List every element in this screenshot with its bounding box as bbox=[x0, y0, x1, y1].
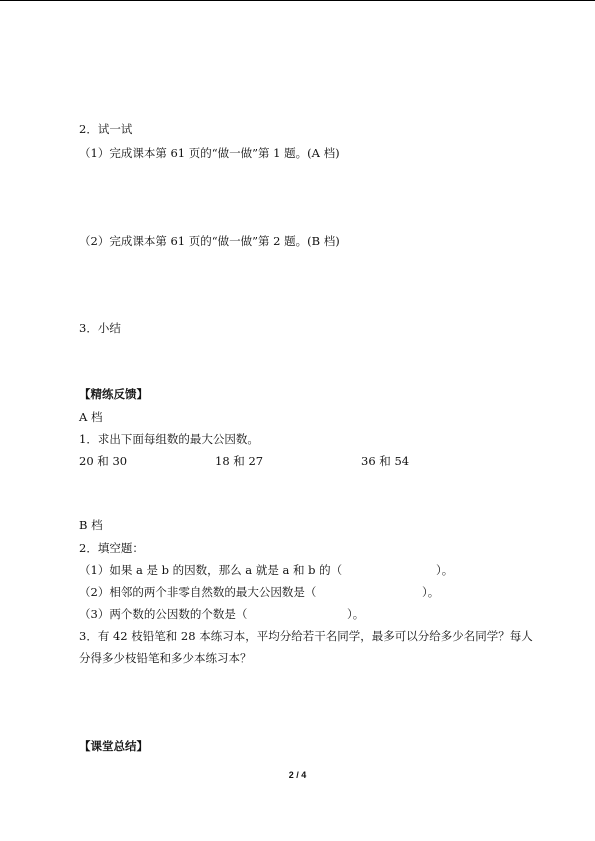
fill-item-3-close: ）。 bbox=[347, 607, 365, 621]
level-b-label: B 档 bbox=[79, 518, 103, 532]
a-question-1: 1．求出下面每组数的最大公因数。 bbox=[79, 432, 259, 446]
b-question-2: 2．填空题： bbox=[79, 541, 144, 555]
class-summary-heading: 【课堂总结】 bbox=[79, 739, 148, 753]
summary-heading: 3．小结 bbox=[79, 321, 121, 335]
try-heading: 2．试一试 bbox=[79, 122, 133, 136]
level-a-label: A 档 bbox=[79, 410, 103, 424]
question-3-line-2: 分得多少枝铅笔和多少本练习本？ bbox=[79, 651, 252, 665]
page-number: 2 / 4 bbox=[288, 770, 307, 780]
fill-item-2-close: ）。 bbox=[422, 585, 440, 599]
fill-item-1: （1）如果 a 是 b 的因数，那么 a 就是 a 和 b 的（ bbox=[79, 563, 343, 577]
feedback-heading: 【精练反馈】 bbox=[79, 387, 148, 401]
try-question-2: （2）完成课本第 61 页的“做一做”第 2 题。(B 档) bbox=[79, 234, 340, 248]
fill-item-1-close: ）。 bbox=[436, 563, 454, 577]
fill-item-3: （3）两个数的公因数的个数是（ bbox=[79, 607, 248, 621]
number-pair-2: 18 和 27 bbox=[215, 454, 264, 468]
number-pair-1: 20 和 30 bbox=[79, 454, 128, 468]
fill-item-2: （2）相邻的两个非零自然数的最大公因数是（ bbox=[79, 585, 317, 599]
number-pair-3: 36 和 54 bbox=[361, 454, 410, 468]
try-question-1: （1）完成课本第 61 页的“做一做”第 1 题。(A 档) bbox=[79, 146, 340, 160]
question-3-line-1: 3．有 42 枝铅笔和 28 本练习本，平均分给若干名同学，最多可以分给多少名同学？每人 bbox=[79, 629, 533, 643]
top-border-line bbox=[0, 0, 595, 1]
